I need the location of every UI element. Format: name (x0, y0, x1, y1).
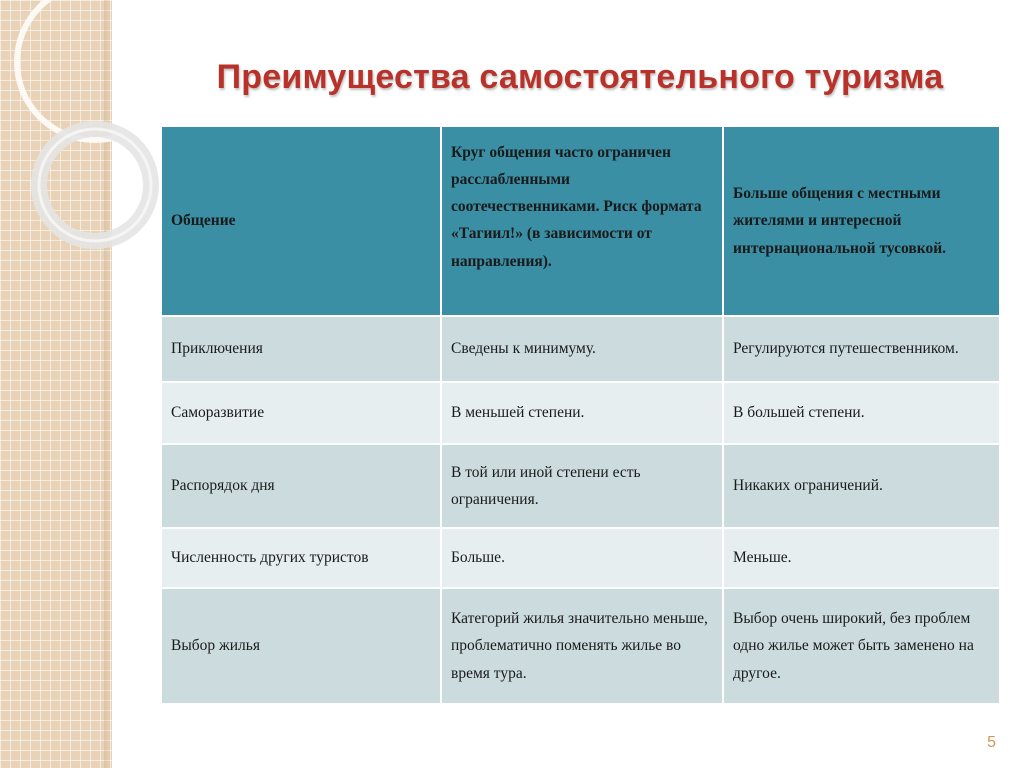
table-cell: Меньше. (723, 528, 1000, 588)
table-cell: Категорий жилья значительно меньше, проблематично поменять жилье во время тура. (441, 588, 723, 704)
table-row (161, 588, 1000, 704)
table-row (161, 382, 1000, 444)
table-cell: Сведены к минимуму. (441, 316, 723, 382)
table-cell: Численность других туристов (161, 528, 441, 588)
table-cell: Никаких ограничений. (723, 444, 1000, 528)
table-cell: Распорядок дня (161, 444, 441, 528)
table-cell: Больше общения с местными жителями и интересной интернациональной тусовкой. (723, 126, 1000, 316)
table-cell: Регулируются путешественником. (723, 316, 1000, 382)
table-row (161, 316, 1000, 382)
table-cell: В меньшей степени. (441, 382, 723, 444)
table-cell: В той или иной степени есть ограничения. (441, 444, 723, 528)
table-cell: Больше. (441, 528, 723, 588)
table-header-row (161, 126, 1000, 316)
decorative-ring-small-highlight (39, 129, 151, 241)
table-cell: Общение (161, 126, 441, 316)
comparison-table (160, 125, 1001, 705)
table-cell: Саморазвитие (161, 382, 441, 444)
slide-title: Преимущества самостоятельного туризма (216, 58, 944, 96)
table-cell: Приключения (161, 316, 441, 382)
table-cell: Выбор очень широкий, без проблем одно жилье может быть заменено на другое. (723, 588, 1000, 704)
table-cell: Выбор жилья (161, 588, 441, 704)
table-row (161, 444, 1000, 528)
page-number: 5 (987, 734, 996, 751)
table-row (161, 528, 1000, 588)
table-cell: В большей степени. (723, 382, 1000, 444)
table-cell: Круг общения часто ограничен расслабленными соотечественниками. Риск формата «Тагиил!» (в зависимости от направления). (441, 126, 723, 316)
